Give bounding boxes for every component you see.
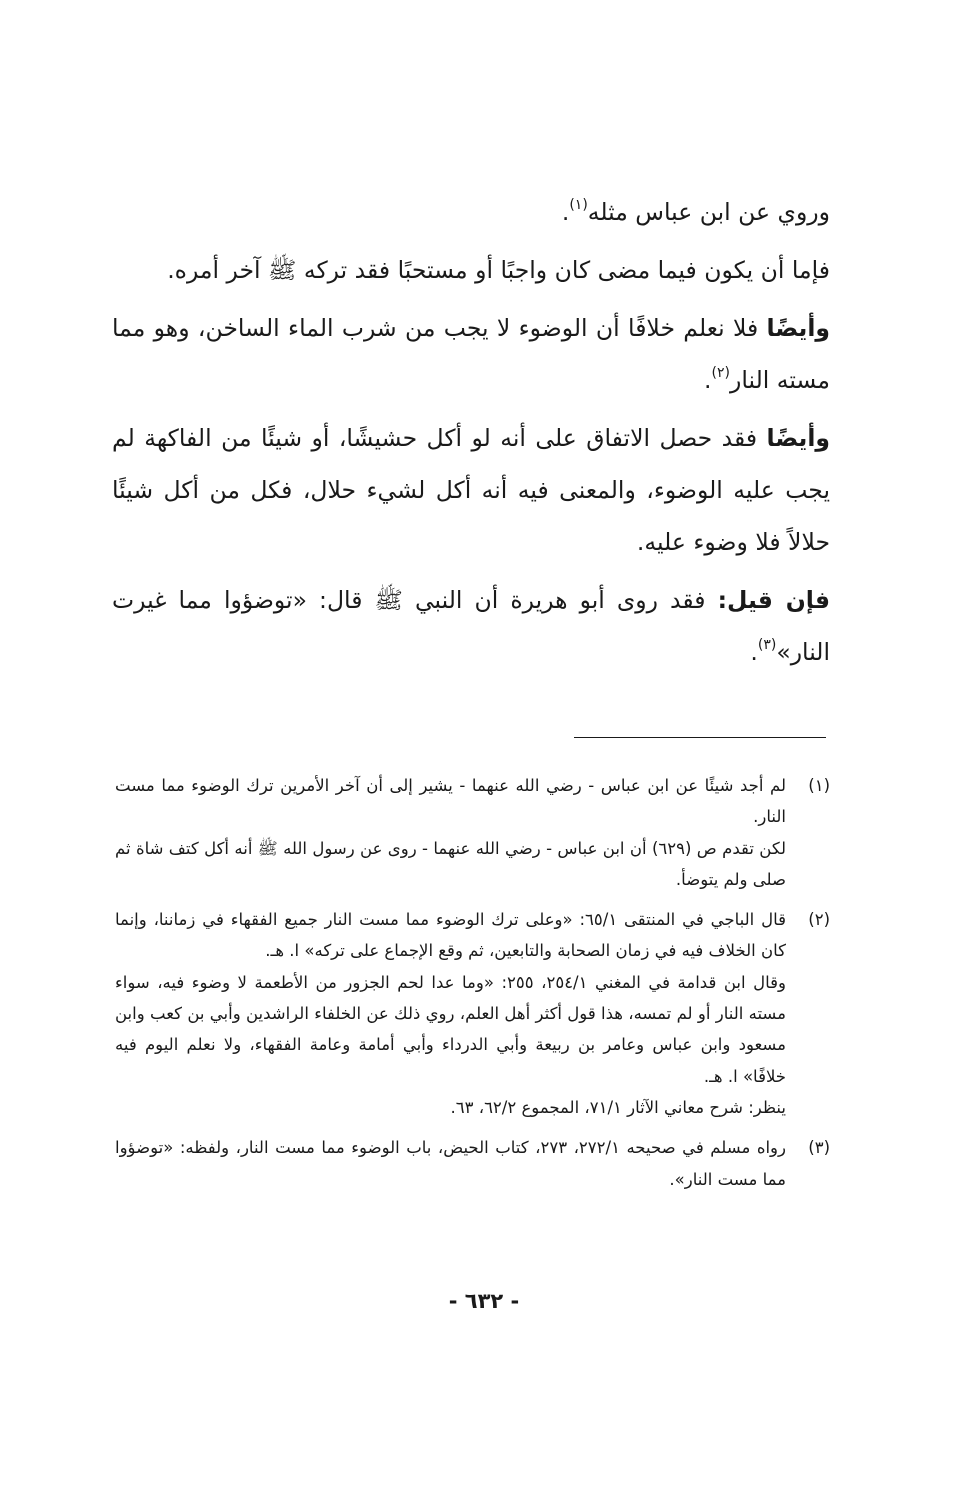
footnotes — [115, 770, 830, 1204]
footnote-number: (١) — [808, 776, 830, 795]
paragraph-3-lead: وأيضًا — [766, 314, 830, 342]
paragraph-2: فإما أن يكون فيما مضى كان واجبًا أو مستحبًا فقد تركه ﷺ آخر أمره. — [167, 256, 830, 284]
paragraph-4: وأيضًا فقد حصل الاتفاق على أنه لو أكل حشيشًا، أو شيئًا من الفاكهة لم يجب عليه الوضوء، والمعنى فيه أنه أكل لشيء حلال، فكل من أكل شيئًا حلالاً فلا وضوء عليه. — [112, 424, 830, 556]
footnote-text: وقال ابن قدامة في المغني ٢٥٤/١، ٢٥٥: «وما عدا لحم الجزور من الأطعمة لا وضوء فيه، سواء مسته النار أو لم تمسه، هذا قول أكثر أهل العلم، روي ذلك عن الخلفاء الراشدين وأبي بن كعب وابن مسعود وابن عباس وعامر بن ربيعة وأبي الدرداء وأبي أمامة وعامة الفقهاء، ولا نعلم اليوم فيه خلافًا» ا. هـ. — [115, 972, 786, 1086]
footnote-number: (٢) — [808, 910, 830, 930]
footnote-text: رواه مسلم في صحيحه ٢٧٢/١، ٢٧٣، كتاب الحيض، باب الوضوء مما مست النار، ولفظه: «توضؤوا مما مست النار». — [115, 1138, 786, 1189]
paragraph-1: وروي عن ابن عباس مثله$^{(١)}$. — [561, 197, 830, 226]
footnote-ref-1[interactable]: (١) — [569, 197, 588, 214]
footnote-ref-3[interactable]: (٣) — [757, 637, 777, 654]
footnote-2 — [115, 904, 830, 1123]
footnote-text: لكن تقدم ص (٦٢٩) أن ابن عباس - رضي الله عنهما - روى عن رسول الله ﷺ أنه أكل كتف شاة ثم صلى ولم يتوضأ. — [115, 838, 786, 889]
page-number: - ٦٣٢ - — [448, 1289, 520, 1313]
footnote-text: قال الباجي في المنتقى ٦٥/١: «وعلى ترك الوضوء مما مست النار جميع الفقهاء في زماننا، وإنما كان الخلاف فيه في زمان الصحابة والتابعين، ثم وقع الإجماع على تركه» ا. هـ. — [115, 910, 786, 961]
footnote-divider — [574, 737, 826, 738]
paragraph-5: فإن قيل: فقد روى أبو هريرة أن النبي ﷺ قال: «توضؤوا مما غيرت النار»$^{(٣)}$. — [112, 586, 830, 666]
footnote-number: (٣) — [808, 1138, 830, 1158]
main-text — [112, 186, 830, 684]
footnote-ref-2[interactable]: (٢) — [711, 365, 730, 382]
footnote-3 — [115, 1132, 830, 1195]
paragraph-3: وأيضًا فلا نعلم خلافًا أن الوضوء لا يجب من شرب الماء الساخن، وهو مما مسته النار$^{(٢)}$. — [112, 314, 830, 394]
paragraph-5-lead: فإن قيل: — [717, 586, 830, 614]
paragraph-4-lead: وأيضًا — [766, 424, 830, 452]
footnote-text: ينظر: شرح معاني الآثار ٧١/١، المجموع ٦٢/٢، ٦٣. — [450, 1097, 786, 1117]
footnote-text: لم أجد شيئًا عن ابن عباس - رضي الله عنهما - يشير إلى أن آخر الأمرين ترك الوضوء مما مست النار. — [115, 776, 786, 827]
footnote-1 — [115, 770, 830, 895]
